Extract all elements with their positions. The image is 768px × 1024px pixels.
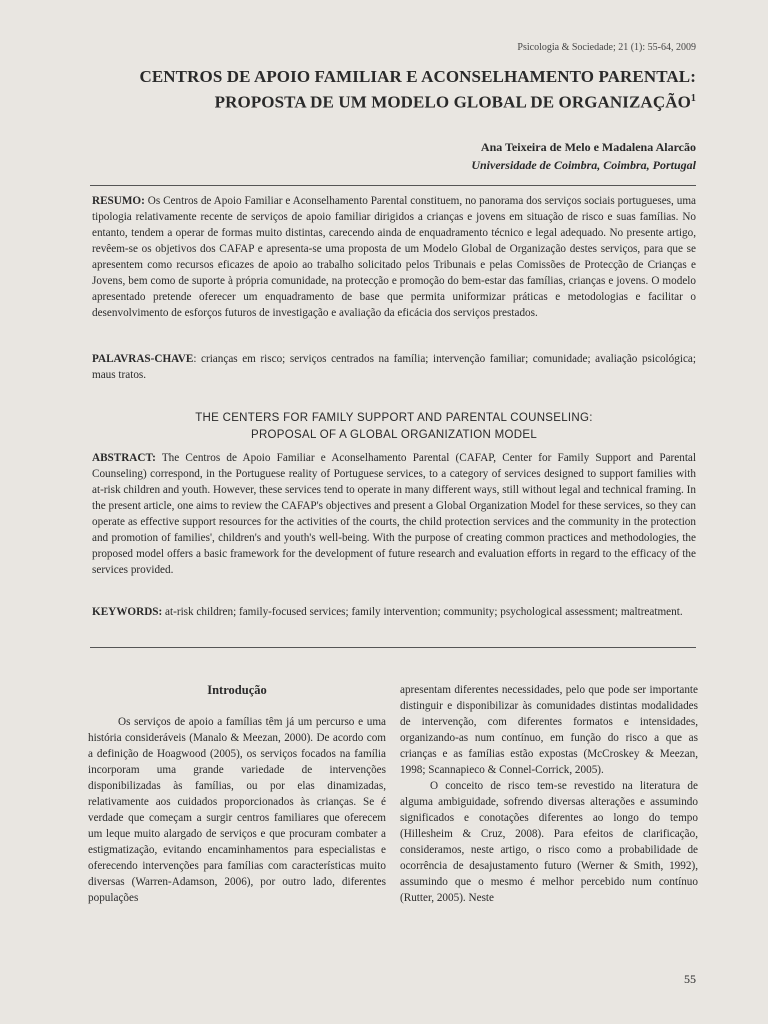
top-divider xyxy=(90,185,696,186)
right-paragraph-2: O conceito de risco tem-se revestido na literatura de alguma ambiguidade, sofrendo diversas alterações e assumindo significados e conotações diferentes ao longo do tempo (Hillesheim & Cruz, 2008). Para efeitos de clarificação, consideramos, neste artigo, o risco como a probabilidade de ocorrência de desajustamento futuro (Werner & Smith, 1992), assumindo que o mesmo é melhor percebido num contínuo (Rutter, 2005). Neste xyxy=(400,780,698,904)
bottom-divider xyxy=(90,647,696,648)
right-paragraph-1: apresentam diferentes necessidades, pelo que pode ser importante distinguir e disponibilizar às comunidades distintas modalidades de intervenção, com diferentes formatos e intensidades, organizando-as num contínuo, em função do risco a que as crianças e as famílias estão expostas (McCroskey & Meezan, 1998; Scannapieco & Connel-Corrick, 2005). xyxy=(400,684,698,776)
right-column xyxy=(400,682,698,906)
abstract-label: ABSTRACT: xyxy=(92,452,156,464)
keywords-label: KEYWORDS: xyxy=(92,606,163,618)
palavras-chave-paragraph xyxy=(92,351,696,383)
keywords-paragraph xyxy=(92,604,696,620)
journal-header: Psicologia & Sociedade; 21 (1): 55-64, 2009 xyxy=(517,42,696,53)
author-affiliation: Universidade de Coimbra, Coimbra, Portugal xyxy=(471,158,696,172)
author-block xyxy=(471,138,696,174)
english-title-line-1: THE CENTERS FOR FAMILY SUPPORT AND PARENTAL COUNSELING: xyxy=(195,412,593,424)
page-number: 55 xyxy=(684,972,696,986)
left-paragraph-1: Os serviços de apoio a famílias têm já um percurso e uma história consideráveis (Manalo & Meezan, 2000). De acordo com a definição de Hoagwood (2005), os serviços focados na família incorporam uma grande variedade de intervenções disponibilizadas às famílias, ou por elas dinamizadas, relativamente aos cuidados proporcionados às crianças. Se é verdade que começam a surgir centros familiares que oferecem um leque muito alargado de serviços e que procuram combater a estigmatização, evitando encaminhamentos para especialistas e oferecendo intervenções para famílias com características muito diversas (Warren-Adamson, 2006), por outro lado, diferentes populações xyxy=(88,716,386,904)
palavras-chave-text: : crianças em risco; serviços centrados na família; intervenção familiar; comunidade; avaliação psicológica; maus tratos. xyxy=(92,353,696,381)
title-line-2 xyxy=(70,88,696,114)
english-title-line-2: PROPOSAL OF A GLOBAL ORGANIZATION MODEL xyxy=(250,429,538,441)
english-title xyxy=(92,410,696,444)
resumo-paragraph xyxy=(92,193,696,321)
palavras-chave-label: PALAVRAS-CHAVE xyxy=(92,353,194,365)
abstract-text: The Centros de Apoio Familiar e Aconselhamento Parental (CAFAP, Center for Family Support and Parental Counseling) correspond, in the Portuguese reality of Portuguese services, to a category of services designed to support families with at-risk children and youth. However, these services tend to operate in many different ways, still without legal and technical framing. In the present article, one aims to review the CAFAP's objectives and present a Global Organization Model for these services, so they can operate as effective support resources for the activities of the courts, the child protection services and the community in the protection and promotion of families', children's and youth's well-being. With the purpose of creating common practices and methodologies, the proposed model offers a basic framework for the development of future research and evaluation efforts in regard to the efficacy of the services provided. xyxy=(92,452,696,576)
resumo-label: RESUMO: xyxy=(92,195,145,207)
title-line-1: CENTROS DE APOIO FAMILIAR E ACONSELHAMENTO PARENTAL: xyxy=(139,67,696,86)
intro-heading: Introdução xyxy=(207,683,267,697)
article-title xyxy=(70,66,696,114)
title-footnote-mark[interactable]: 1 xyxy=(690,93,696,104)
title-line-2-text: PROPOSTA DE UM MODELO GLOBAL DE ORGANIZAÇÃO xyxy=(214,92,691,112)
keywords-text: at-risk children; family-focused services; family intervention; community; psychological assessment; maltreatment. xyxy=(162,606,683,618)
author-names: Ana Teixeira de Melo e Madalena Alarcão xyxy=(480,140,696,154)
left-column xyxy=(88,682,386,906)
abstract-paragraph xyxy=(92,450,696,578)
resumo-text: Os Centros de Apoio Familiar e Aconselhamento Parental constituem, no panorama dos serviços sociais portugueses, uma tipologia relativamente recente de serviços de apoio familiar dirigidos a crianças e jovens em situação de risco e suas famílias. No entanto, tendem a operar de formas muito distintas, carecendo ainda de enquadramento técnico e legal adequado. No presente artigo, revêem-se os objetivos dos CAFAP e apresenta-se uma proposta de um Modelo Global de Organização destes serviços, para que se apresentem como recursos eficazes de apoio ao trabalho solicitado pelos Tribunais e pelas Comissões de Protecção de Crianças e Jovens, bem como de suporte à própria comunidade, na protecção e promoção do bem-estar das famílias, crianças e jovens. O modelo apresentado pretende oferecer um enquadramento de base que permita uniformizar práticas e metodologias e facilitar o desenvolvimento de esforços futuros de investigação e avaliação da eficácia dos serviços prestados. xyxy=(92,195,696,319)
